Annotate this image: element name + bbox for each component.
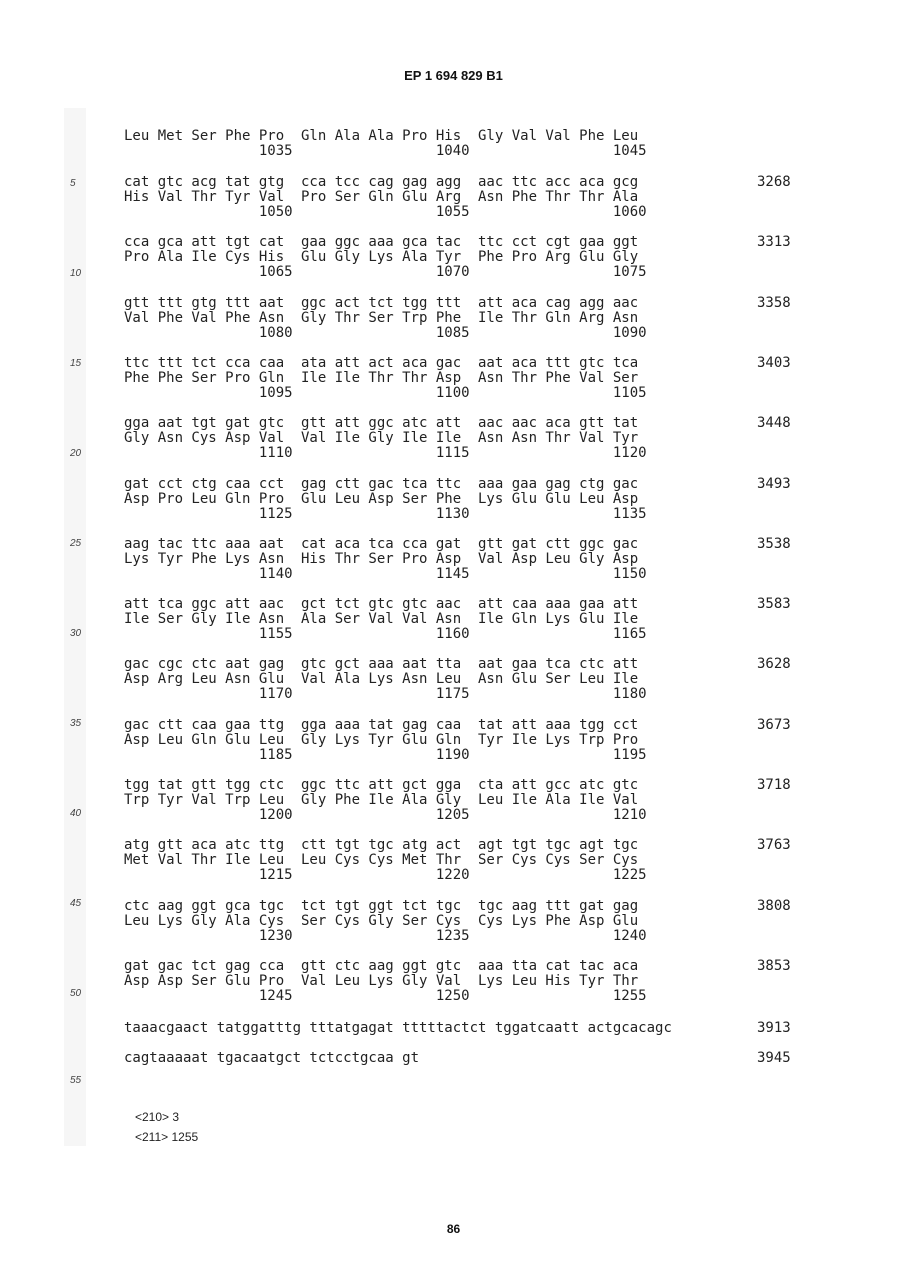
amino-acid-row: Gly Asn Cys Asp Val Val Ile Gly Ile Ile Asn Asn Thr Val Tyr [124, 430, 639, 446]
sequence-block [124, 838, 647, 883]
sequence-block [124, 899, 647, 944]
sequence-block [124, 235, 647, 280]
nucleotide-row: ttc ttt tct cca caa ata att act aca gac aat aca ttt gtc tca [124, 355, 639, 371]
margin-line-number: 30 [70, 628, 82, 639]
sequence-block [124, 356, 647, 401]
nucleotide-position: 3583 [757, 596, 791, 612]
nucleotide-row: gat gac tct gag cca gtt ctc aag ggt gtc aaa tta cat tac aca [124, 958, 639, 974]
margin-line-number: 45 [70, 898, 82, 909]
amino-acid-row: Met Val Thr Ile Leu Leu Cys Cys Met Thr Ser Cys Cys Ser Cys [124, 852, 639, 868]
amino-acid-row: Trp Tyr Val Trp Leu Gly Phe Ile Ala Gly Leu Ile Ala Ile Val [124, 792, 639, 808]
sequence-block [124, 657, 647, 702]
noncoding-sequence-line: cagtaaaaat tgacaatgct tctcctgcaa gt [124, 1050, 420, 1066]
residue-number-row: 1155 1160 1165 [124, 626, 647, 642]
amino-acid-row: Val Phe Val Phe Asn Gly Thr Ser Trp Phe Ile Thr Gln Arg Asn [124, 310, 639, 326]
nucleotide-row: cca gca att tgt cat gaa ggc aaa gca tac ttc cct cgt gaa ggt [124, 234, 639, 250]
sequence-identifier-tag: <211> 1255 [135, 1130, 199, 1144]
residue-number-row: 1245 1250 1255 [124, 988, 647, 1004]
nucleotide-position: 3763 [757, 837, 791, 853]
sequence-block [124, 959, 647, 1004]
residue-number-row: 1140 1145 1150 [124, 566, 647, 582]
amino-acid-row: Leu Met Ser Phe Pro Gln Ala Ala Pro His Gly Val Val Phe Leu [124, 128, 639, 144]
residue-number-row: 1110 1115 1120 [124, 445, 647, 461]
nucleotide-row: atg gtt aca atc ttg ctt tgt tgc atg act agt tgt tgc agt tgc [124, 837, 639, 853]
sequence-block [124, 296, 647, 341]
residue-number-row: 1050 1055 1060 [124, 204, 647, 220]
residue-number-row: 1200 1205 1210 [124, 807, 647, 823]
margin-line-number: 35 [70, 718, 82, 729]
nucleotide-position: 3313 [757, 234, 791, 250]
amino-acid-row: Phe Phe Ser Pro Gln Ile Ile Thr Thr Asp Asn Thr Phe Val Ser [124, 370, 639, 386]
residue-number-row: 1080 1085 1090 [124, 325, 647, 341]
nucleotide-position: 3718 [757, 777, 791, 793]
nucleotide-row: ctc aag ggt gca tgc tct tgt ggt tct tgc tgc aag ttt gat gag [124, 898, 639, 914]
document-header: EP 1 694 829 B1 [404, 68, 503, 83]
amino-acid-row: Pro Ala Ile Cys His Glu Gly Lys Ala Tyr Phe Pro Arg Glu Gly [124, 249, 639, 265]
margin-line-number: 5 [70, 178, 76, 189]
amino-acid-row: Lys Tyr Phe Lys Asn His Thr Ser Pro Asp Val Asp Leu Gly Asp [124, 551, 639, 567]
margin-line-number: 40 [70, 808, 82, 819]
residue-number-row: 1170 1175 1180 [124, 686, 647, 702]
amino-acid-row: Leu Lys Gly Ala Cys Ser Cys Gly Ser Cys Cys Lys Phe Asp Glu [124, 913, 639, 929]
sequence-block [124, 537, 647, 582]
sequence-block [124, 778, 647, 823]
nucleotide-position: 3673 [757, 717, 791, 733]
margin-line-number: 25 [70, 538, 82, 549]
margin-line-number: 15 [70, 358, 82, 369]
residue-number-row: 1035 1040 1045 [124, 143, 647, 159]
nucleotide-row: aag tac ttc aaa aat cat aca tca cca gat gtt gat ctt ggc gac [124, 536, 639, 552]
nucleotide-position: 3403 [757, 355, 791, 371]
nucleotide-position: 3913 [757, 1020, 791, 1036]
nucleotide-row: gat cct ctg caa cct gag ctt gac tca ttc aaa gaa gag ctg gac [124, 476, 639, 492]
nucleotide-row: att tca ggc att aac gct tct gtc gtc aac att caa aaa gaa att [124, 596, 639, 612]
nucleotide-position: 3853 [757, 958, 791, 974]
nucleotide-position: 3493 [757, 476, 791, 492]
sequence-block-continuation [124, 129, 647, 159]
amino-acid-row: Asp Pro Leu Gln Pro Glu Leu Asp Ser Phe Lys Glu Glu Leu Asp [124, 491, 639, 507]
sequence-identifier-tag: <210> 3 [135, 1110, 180, 1124]
sequence-block [124, 175, 647, 220]
amino-acid-row: Asp Asp Ser Glu Pro Val Leu Lys Gly Val Lys Leu His Tyr Thr [124, 973, 639, 989]
sequence-block [124, 718, 647, 763]
margin-line-number: 50 [70, 988, 82, 999]
nucleotide-row: gac ctt caa gaa ttg gga aaa tat gag caa tat att aaa tgg cct [124, 717, 639, 733]
amino-acid-row: Asp Arg Leu Asn Glu Val Ala Lys Asn Leu Asn Glu Ser Leu Ile [124, 671, 639, 687]
residue-number-row: 1125 1130 1135 [124, 506, 647, 522]
nucleotide-row: cat gtc acg tat gtg cca tcc cag gag agg aac ttc acc aca gcg [124, 174, 639, 190]
nucleotide-position: 3628 [757, 656, 791, 672]
nucleotide-position: 3808 [757, 898, 791, 914]
amino-acid-row: His Val Thr Tyr Val Pro Ser Gln Glu Arg Asn Phe Thr Thr Ala [124, 189, 639, 205]
residue-number-row: 1095 1100 1105 [124, 385, 647, 401]
nucleotide-position: 3945 [757, 1050, 791, 1066]
margin-line-number: 20 [70, 448, 82, 459]
noncoding-sequence-line: taaacgaact tatggatttg tttatgagat tttttactct tggatcaatt actgcacagc [124, 1020, 672, 1036]
nucleotide-position: 3358 [757, 295, 791, 311]
residue-number-row: 1185 1190 1195 [124, 747, 647, 763]
sequence-block [124, 477, 647, 522]
nucleotide-position: 3538 [757, 536, 791, 552]
residue-number-row: 1230 1235 1240 [124, 928, 647, 944]
amino-acid-row: Asp Leu Gln Glu Leu Gly Lys Tyr Glu Gln Tyr Ile Lys Trp Pro [124, 732, 639, 748]
amino-acid-row: Ile Ser Gly Ile Asn Ala Ser Val Val Asn Ile Gln Lys Glu Ile [124, 611, 639, 627]
residue-number-row: 1065 1070 1075 [124, 264, 647, 280]
margin-line-number: 10 [70, 268, 82, 279]
nucleotide-row: tgg tat gtt tgg ctc ggc ttc att gct gga cta att gcc atc gtc [124, 777, 639, 793]
sequence-block [124, 416, 647, 461]
nucleotide-row: gtt ttt gtg ttt aat ggc act tct tgg ttt att aca cag agg aac [124, 295, 639, 311]
nucleotide-row: gga aat tgt gat gtc gtt att ggc atc att aac aac aca gtt tat [124, 415, 639, 431]
nucleotide-position: 3448 [757, 415, 791, 431]
nucleotide-position: 3268 [757, 174, 791, 190]
page-number: 86 [446, 1222, 461, 1236]
residue-number-row: 1215 1220 1225 [124, 867, 647, 883]
nucleotide-row: gac cgc ctc aat gag gtc gct aaa aat tta aat gaa tca ctc att [124, 656, 639, 672]
sequence-block [124, 597, 647, 642]
margin-line-number: 55 [70, 1075, 82, 1086]
